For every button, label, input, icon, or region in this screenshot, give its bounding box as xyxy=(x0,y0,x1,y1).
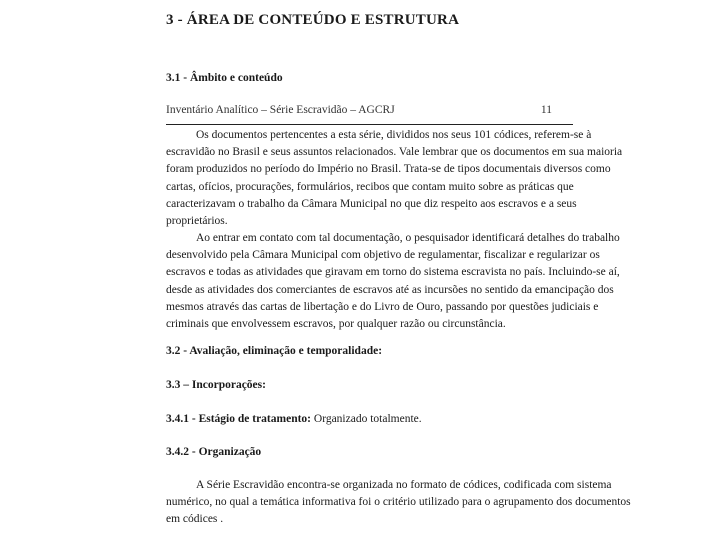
paragraph-line: foram produzidos no período do Império no Brasil. Trata-se de tipos documentais diversos como xyxy=(166,163,611,176)
paragraph-line: cartas, ofícios, procurações, formulários, recibos que contam muito sobre as práticas que xyxy=(166,180,574,193)
paragraph-line: criminais que envolvessem escravos, por qualquer razão ou circunstância. xyxy=(166,317,506,330)
section-title: 3 - ÁREA DE CONTEÚDO E ESTRUTURA xyxy=(166,12,460,28)
paragraph-line: escravos e todas as atividades que giravam em torno do sistema escravista no país. Incluindo-se aí, xyxy=(166,266,620,279)
paragraph-line: Ao entrar em contato com tal documentação, o pesquisador identificará detalhes do trabalho xyxy=(196,232,620,244)
subsection-3-3-heading: 3.3 – Incorporações: xyxy=(166,379,266,391)
subsection-3-4-2-heading: 3.4.2 - Organização xyxy=(166,446,262,458)
running-header xyxy=(166,104,552,116)
running-header-title: Inventário Analítico – Série Escravidão – AGCRJ xyxy=(166,104,395,116)
paragraph-line: proprietários. xyxy=(166,214,228,227)
paragraph-scope-intro xyxy=(166,127,623,230)
page-number: 11 xyxy=(540,104,552,116)
subsection-3-4-1-label: 3.4.1 - Estágio de tratamento: xyxy=(166,413,312,425)
subsection-3-4-1-value: Organizado totalmente. xyxy=(311,413,422,425)
paragraph-scope-detail xyxy=(166,230,620,333)
subsection-3-4-1-row xyxy=(166,413,422,425)
paragraph-organization xyxy=(166,477,631,529)
paragraph-line: desenvolvido pela Câmara Municipal com objetivo de regulamentar, fiscalizar e regularizar os xyxy=(166,249,600,262)
paragraph-line: A Série Escravidão encontra-se organizada no formato de códices, codificada com sistema xyxy=(196,479,612,491)
paragraph-line: escravidão no Brasil e seus assuntos relacionados. Vale lembrar que os documentos em sua maioria xyxy=(166,146,623,159)
header-rule xyxy=(166,124,573,125)
paragraph-line: numérico, no qual a temática informativa foi o critério utilizado para o agrupamento dos documentos xyxy=(166,496,631,509)
paragraph-line: Os documentos pertencentes a esta série, divididos nos seus 101 códices, referem-se à xyxy=(196,129,592,141)
subsection-3-2-heading: 3.2 - Avaliação, eliminação e temporalidade: xyxy=(166,345,383,357)
paragraph-line: caracterizavam o trabalho da Câmara Municipal no que diz respeito aos escravos e a seus xyxy=(166,197,577,210)
paragraph-line: desde as atividades dos comerciantes de escravos até as incursões no sentido da emancipação dos xyxy=(166,283,614,296)
paragraph-line: mesmos através das cartas de libertação e do Livro de Ouro, passando por questões judiciais e xyxy=(166,300,599,313)
subsection-3-1-heading: 3.1 - Âmbito e conteúdo xyxy=(166,72,283,84)
paragraph-line: em códices . xyxy=(166,513,224,526)
